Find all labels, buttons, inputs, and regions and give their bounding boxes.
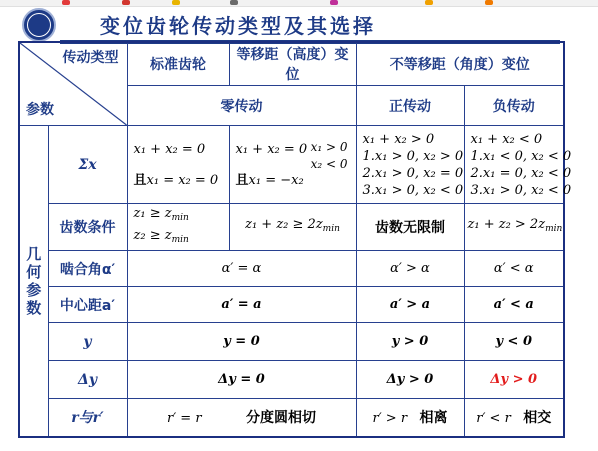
row-label-center: 中心距a′ [48,287,127,323]
std-sum-cond-line [134,172,226,189]
equal-right-2: x₂ < 0 [310,157,348,171]
cell-zero-center: a′ = a [127,287,356,323]
toolbar-icon [172,0,180,5]
cell-negative-dy: Δy > 0 [464,361,564,399]
cell-zero-dy: Δy = 0 [127,361,356,399]
toolbar-icon [425,0,433,5]
neg-sum-l1: x₁ + x₂ < 0 [470,131,543,147]
corner-label-type: 传动类型 [62,50,119,66]
header-equal-shift: 等移距（高度）变位 [229,42,356,86]
pos-sum-l1: x₁ + x₂ > 0 [362,131,435,147]
university-logo [22,8,56,42]
zero-r-eq: r′ = r [167,411,202,427]
std-cond: x₁ = x₂ = 0 [146,172,219,188]
pos-sum-l4: 3.x₁ > 0, x₂ < 0 [362,182,464,198]
cell-positive-dy: Δy > 0 [356,361,464,399]
pos-sum-l3: 2.x₁ > 0, x₂ = 0 [362,165,464,181]
neg-sum-l3: 2.x₁ = 0, x₂ < 0 [470,165,572,181]
cell-negative-angle: α′ < α [464,251,564,287]
pos-sum-l2: 1.x₁ > 0, x₂ > 0 [362,148,464,164]
header-standard: 标准齿轮 [127,42,229,86]
std-teeth-l2-sub: min [171,235,189,245]
row-label-dy: Δy [48,361,127,399]
header-negative-drive: 负传动 [464,86,564,126]
std-sum-eq: x₁ + x₂ = 0 [133,141,206,157]
side-label-text: 几何参数 [26,244,42,317]
equal-sum-cond-line [236,172,353,189]
cell-positive-r [356,399,464,437]
top-toolbar-strip [0,0,598,7]
corner-label-param: 参数 [26,102,54,118]
header-zero-drive: 零传动 [127,86,356,126]
cell-negative-teeth [464,204,564,251]
std-teeth-l1-sub: min [171,213,189,223]
cell-positive-angle: α′ > α [356,251,464,287]
toolbar-icon [62,0,70,5]
equal-teeth-sub: min [322,224,340,234]
cell-positive-y: y > 0 [356,323,464,361]
cell-positive-teeth: 齿数无限制 [356,204,464,251]
cell-negative-sum-x [464,126,572,204]
cell-negative-y: y < 0 [464,323,564,361]
cell-zero-y: y = 0 [127,323,356,361]
equal-cond: x₁ = −x₂ [248,172,304,188]
std-teeth-l1-line [134,205,226,227]
cell-positive-sum-x [356,126,464,204]
cell-std-sum-x [127,126,229,204]
cell-std-teeth [127,204,229,251]
std-cond-prefix: 且 [133,172,147,188]
cell-negative-center: a′ < a [464,287,564,323]
side-label-geometry [19,126,48,437]
row-label-teeth: 齿数条件 [48,204,127,251]
pos-r-eq: r′ > r [372,411,408,427]
toolbar-icon [230,0,238,5]
equal-sum-side-conds [311,139,348,173]
row-label-y: y [48,323,127,361]
neg-teeth-sub: min [545,224,563,234]
cell-negative-r [464,399,564,437]
neg-r-eq: r′ < r [476,411,511,427]
cell-equal-sum-x [229,126,356,204]
cell-zero-r [127,399,356,437]
header-unequal-shift: 不等移距（角度）变位 [356,42,564,86]
toolbar-icon [485,0,493,5]
header-positive-drive: 正传动 [356,86,464,126]
pos-r-text: 相离 [419,410,448,427]
logo-ring [27,13,51,37]
std-teeth-l2: z₂ ≥ z [133,228,172,243]
equal-cond-prefix: 且 [235,172,249,188]
neg-teeth: z₁ + z₂ > 2z [467,217,546,232]
equal-teeth: z₁ + z₂ ≥ 2z [245,217,323,232]
page-title: 变位齿轮传动类型及其选择 [100,14,376,38]
neg-sum-l2: 1.x₁ < 0, x₂ < 0 [470,148,572,164]
neg-r-text: 相交 [523,410,552,427]
cell-equal-teeth [229,204,356,251]
row-label-sum-x: Σx [48,126,127,204]
neg-sum-l4: 3.x₁ > 0, x₂ < 0 [470,182,572,198]
toolbar-icon [122,0,130,5]
cell-positive-center: a′ > a [356,287,464,323]
std-teeth-l2-line [134,227,226,249]
gear-shift-table [18,41,572,438]
equal-right-1: x₁ > 0 [310,140,348,154]
row-label-angle: 啮合角α′ [48,251,127,287]
row-label-r: r与r′ [48,399,127,437]
std-teeth-l1: z₁ ≥ z [133,206,172,221]
equal-sum-eq: x₁ + x₂ = 0 [235,141,308,157]
toolbar-icon [330,0,338,5]
cell-zero-angle: α′ = α [127,251,356,287]
zero-r-text: 分度圆相切 [246,410,316,427]
header-corner-cell [19,42,127,126]
